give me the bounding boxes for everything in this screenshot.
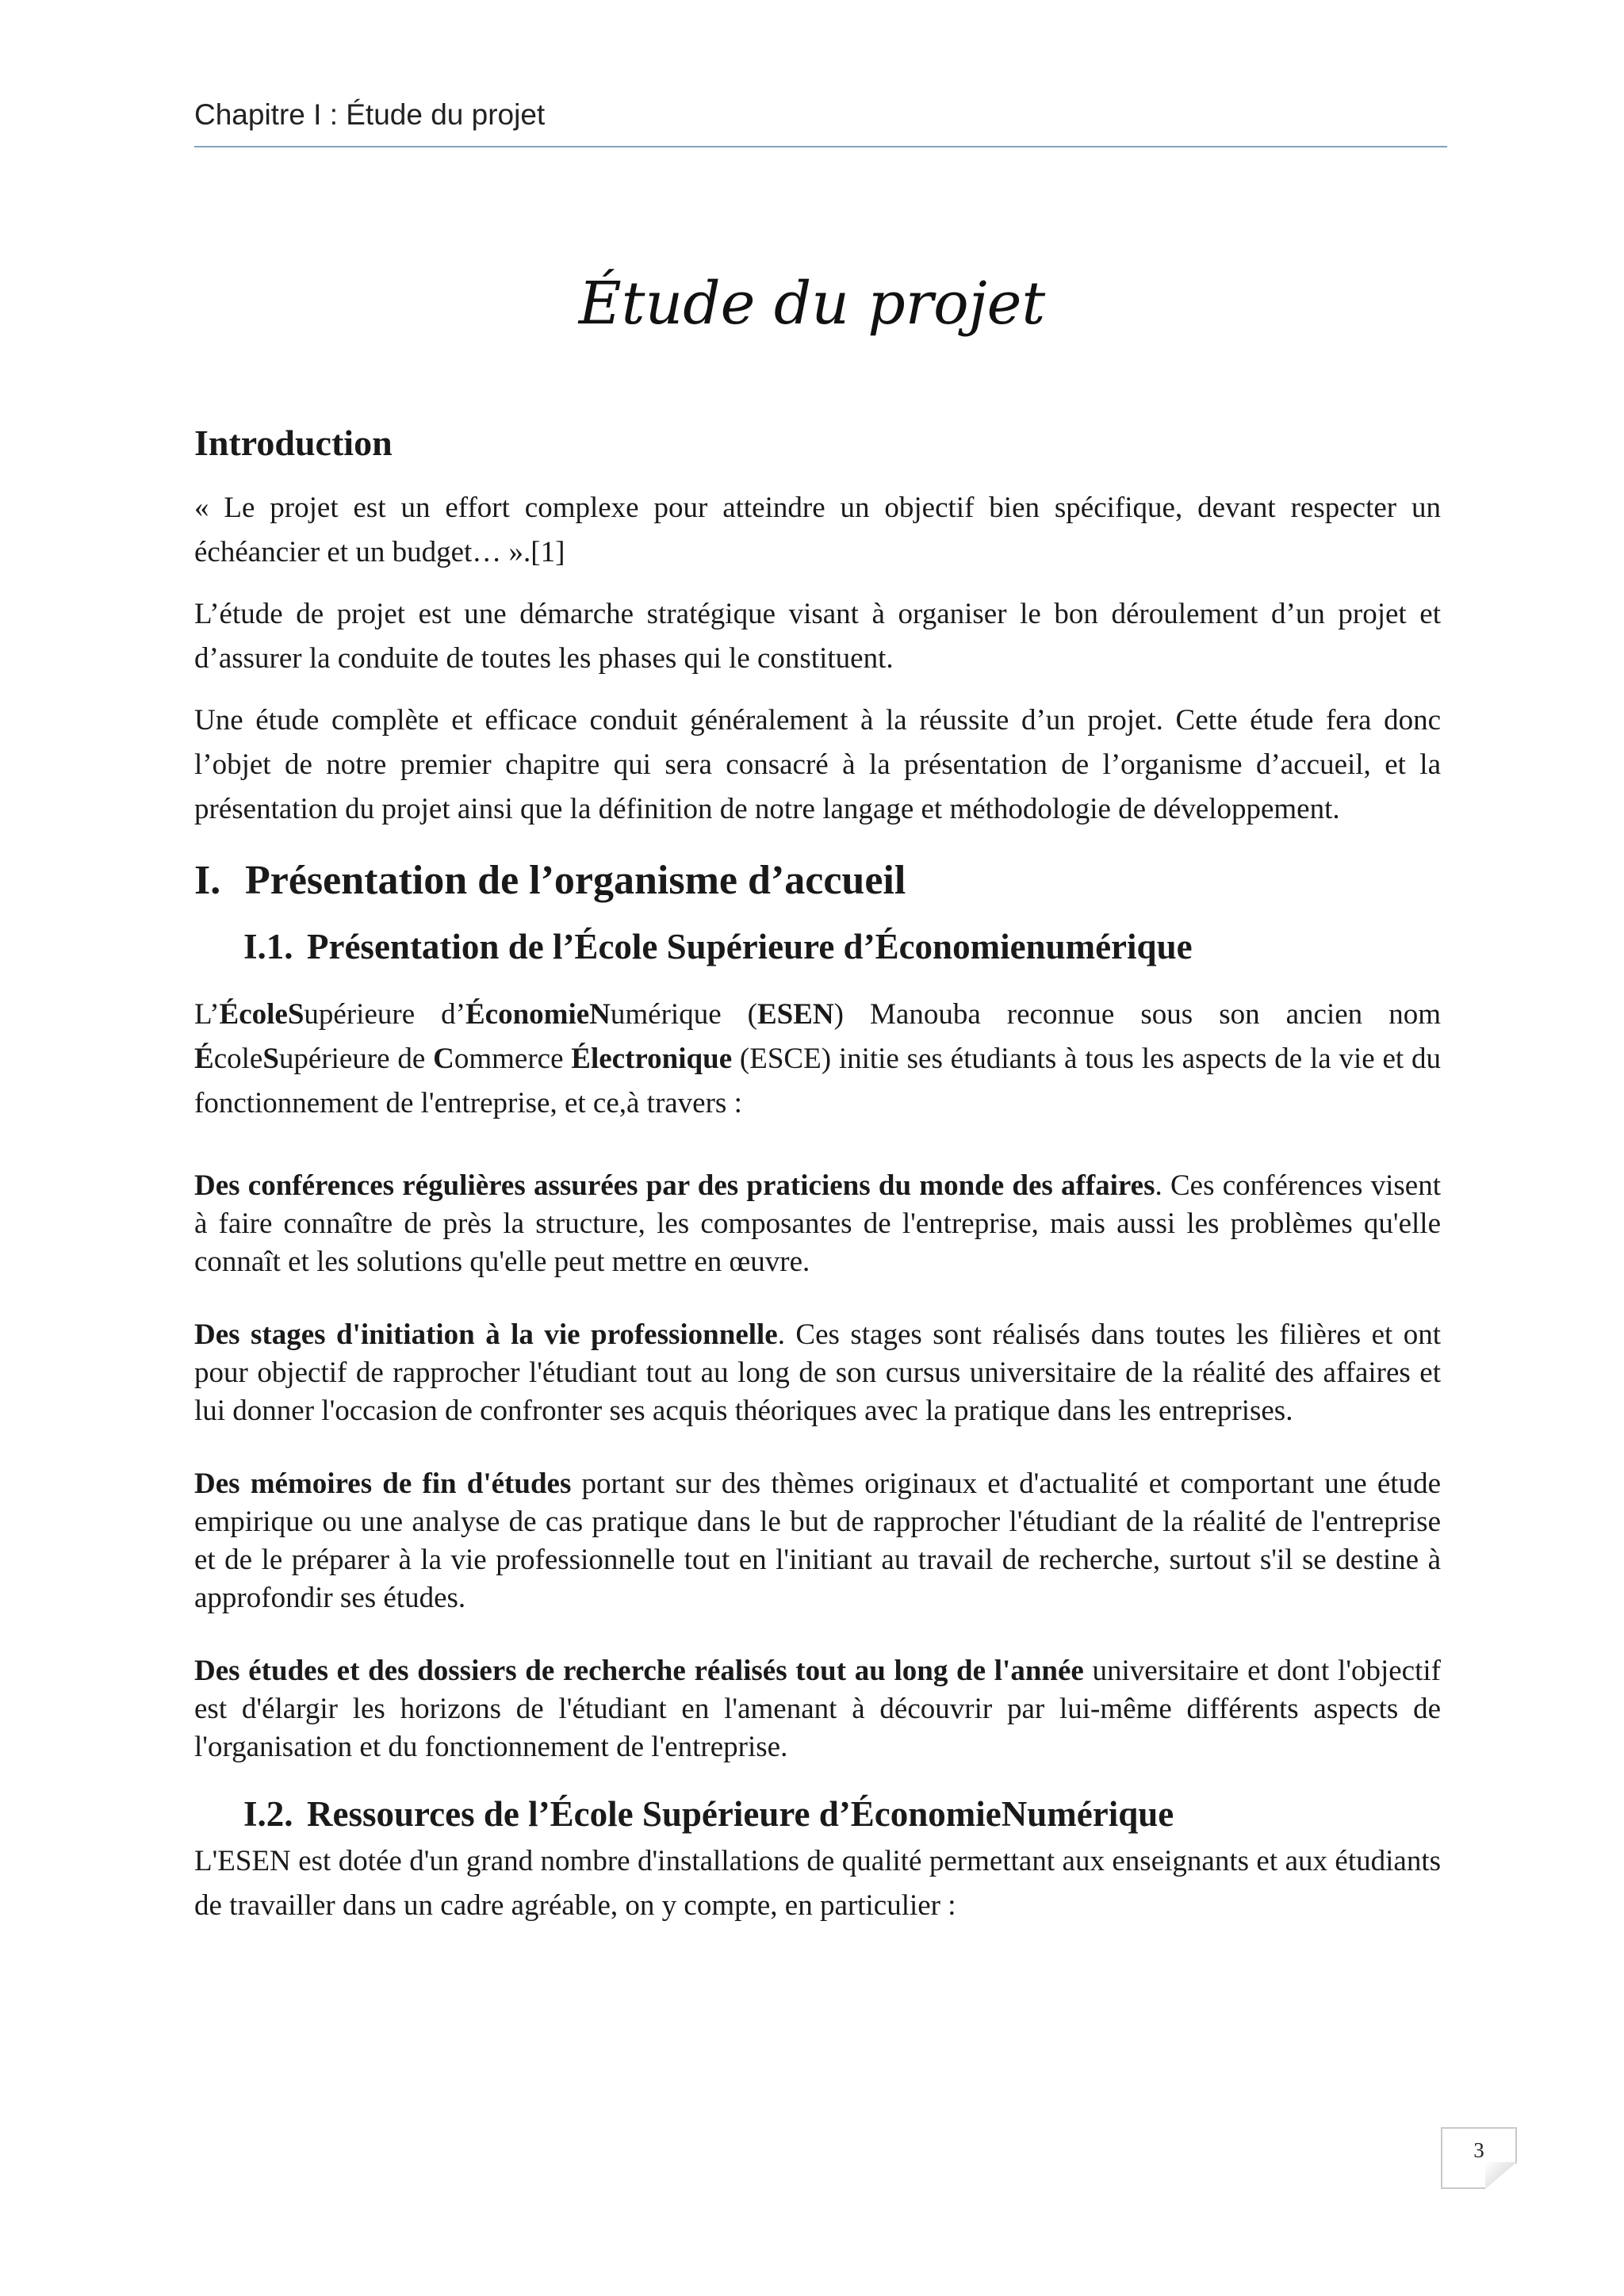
intro-paragraph-1: « Le projet est un effort complexe pour atteindre un objectif bien spécifique, devant respecter un échéancier et un budget… ».[1] bbox=[194, 492, 1441, 568]
subsection-number-1: I.1. bbox=[243, 927, 293, 966]
item-etudes bbox=[194, 1652, 1441, 1766]
bold-run: Économie bbox=[465, 998, 590, 1031]
item-text: portant sur des thèmes originaux et d'actualité et comportant une étude empirique ou une analyse de cas pratique dans le but de rapprocher l'étudiant de la réalité de l'entreprise et de le préparer à la vie professionnelle tout en l'initiant au travail de recherche, surtout s'il se destine à approfondir ses études. bbox=[194, 1468, 1441, 1614]
introduction-heading: Introduction bbox=[194, 423, 393, 463]
item-lead: Des études et des dossiers de recherche réalisés tout au long de l'année bbox=[194, 1655, 1084, 1687]
resources-paragraph: L'ESEN est dotée d'un grand nombre d'installations de qualité permettant aux enseignants et aux étudiants de travailler dans un cadre agréable, on y compte, en particulier : bbox=[194, 1845, 1441, 1922]
bold-run: C bbox=[433, 1043, 454, 1075]
page-header bbox=[194, 95, 1447, 147]
subsection-heading-2 bbox=[243, 1793, 1441, 1835]
text-run: cole bbox=[213, 1043, 263, 1075]
main-content bbox=[194, 422, 1441, 1946]
item-stages bbox=[194, 1316, 1441, 1430]
item-lead: Des conférences régulières assurées par des praticiens du monde des affaires bbox=[194, 1169, 1155, 1202]
page-title: Étude du projet bbox=[578, 270, 1046, 338]
esen-paragraph bbox=[194, 993, 1441, 1126]
subsection-title-1: Présentation de l’École Supérieure d’Économienumérique bbox=[307, 927, 1193, 966]
subsection-title-2: Ressources de l’École Supérieure d’ÉconomieNumérique bbox=[307, 1794, 1174, 1834]
text-run: upérieure d’ bbox=[304, 998, 465, 1031]
subsection-number-2: I.2. bbox=[243, 1794, 293, 1834]
bold-run: S bbox=[262, 1043, 279, 1075]
section-title: Présentation de l’organisme d’accueil bbox=[245, 858, 906, 903]
item-text: . Ces conférences visent à faire connaître de près la structure, les composantes de l'entreprise, mais aussi les problèmes qu'elle connaît et les solutions qu'elle peut mettre en œuvre. bbox=[194, 1169, 1441, 1278]
item-conferences bbox=[194, 1167, 1441, 1281]
bold-run: N bbox=[589, 998, 611, 1031]
item-text: . Ces stages sont réalisés dans toutes les filières et ont pour objectif de rapprocher l'étudiant tout au long de son cursus universitaire de la réalité des affaires et lui donner l'occasion de confronter ses acquis théoriques avec la pratique dans les entreprises. bbox=[194, 1318, 1441, 1427]
chapter-header: Chapitre I : Étude du projet bbox=[194, 98, 546, 131]
intro-paragraph-3: Une étude complète et efficace conduit généralement à la réussite d’un projet. Cette étude fera donc l’objet de notre premier chapitre qui sera consacré à la présentation de l’organisme d’accueil, et la présentation du projet ainsi que la définition de notre langage et méthodologie de développement. bbox=[194, 704, 1441, 825]
subsection-heading-1 bbox=[243, 926, 1441, 967]
item-text: universitaire et dont l'objectif est d'élargir les horizons de l'étudiant en l'amenant à découvrir par lui-même différents aspects de l'organisation et du fonctionnement de l'entreprise. bbox=[194, 1655, 1441, 1763]
bold-run: Électronique bbox=[571, 1043, 733, 1075]
text-run: ) Manouba reconnue sous son ancien nom bbox=[833, 998, 1441, 1031]
item-lead: Des mémoires de fin d'études bbox=[194, 1468, 572, 1500]
text-run: ommerce bbox=[454, 1043, 572, 1075]
text-run: upérieure de bbox=[278, 1043, 434, 1075]
text-run: L’ bbox=[194, 998, 220, 1031]
page-number: 3 bbox=[1473, 2138, 1484, 2162]
section-heading bbox=[194, 857, 1441, 904]
item-memoires bbox=[194, 1465, 1441, 1617]
text-run: (ESCE) initie ses étudiants à tous les aspects de la vie et du fonctionnement de l'entreprise, et ce,à travers : bbox=[194, 1043, 1441, 1119]
bold-run: École bbox=[219, 998, 288, 1031]
section-number: I. bbox=[194, 858, 221, 903]
text-run: umérique ( bbox=[610, 998, 757, 1031]
bold-run: ESEN bbox=[756, 998, 834, 1031]
item-lead: Des stages d'initiation à la vie professionnelle bbox=[194, 1318, 778, 1351]
bold-run: É bbox=[194, 1043, 214, 1075]
bold-run: S bbox=[287, 998, 304, 1031]
intro-paragraph-2: L’étude de projet est une démarche stratégique visant à organiser le bon déroulement d’un projet et d’assurer la conduite de toutes les phases qui le constituent. bbox=[194, 598, 1441, 675]
